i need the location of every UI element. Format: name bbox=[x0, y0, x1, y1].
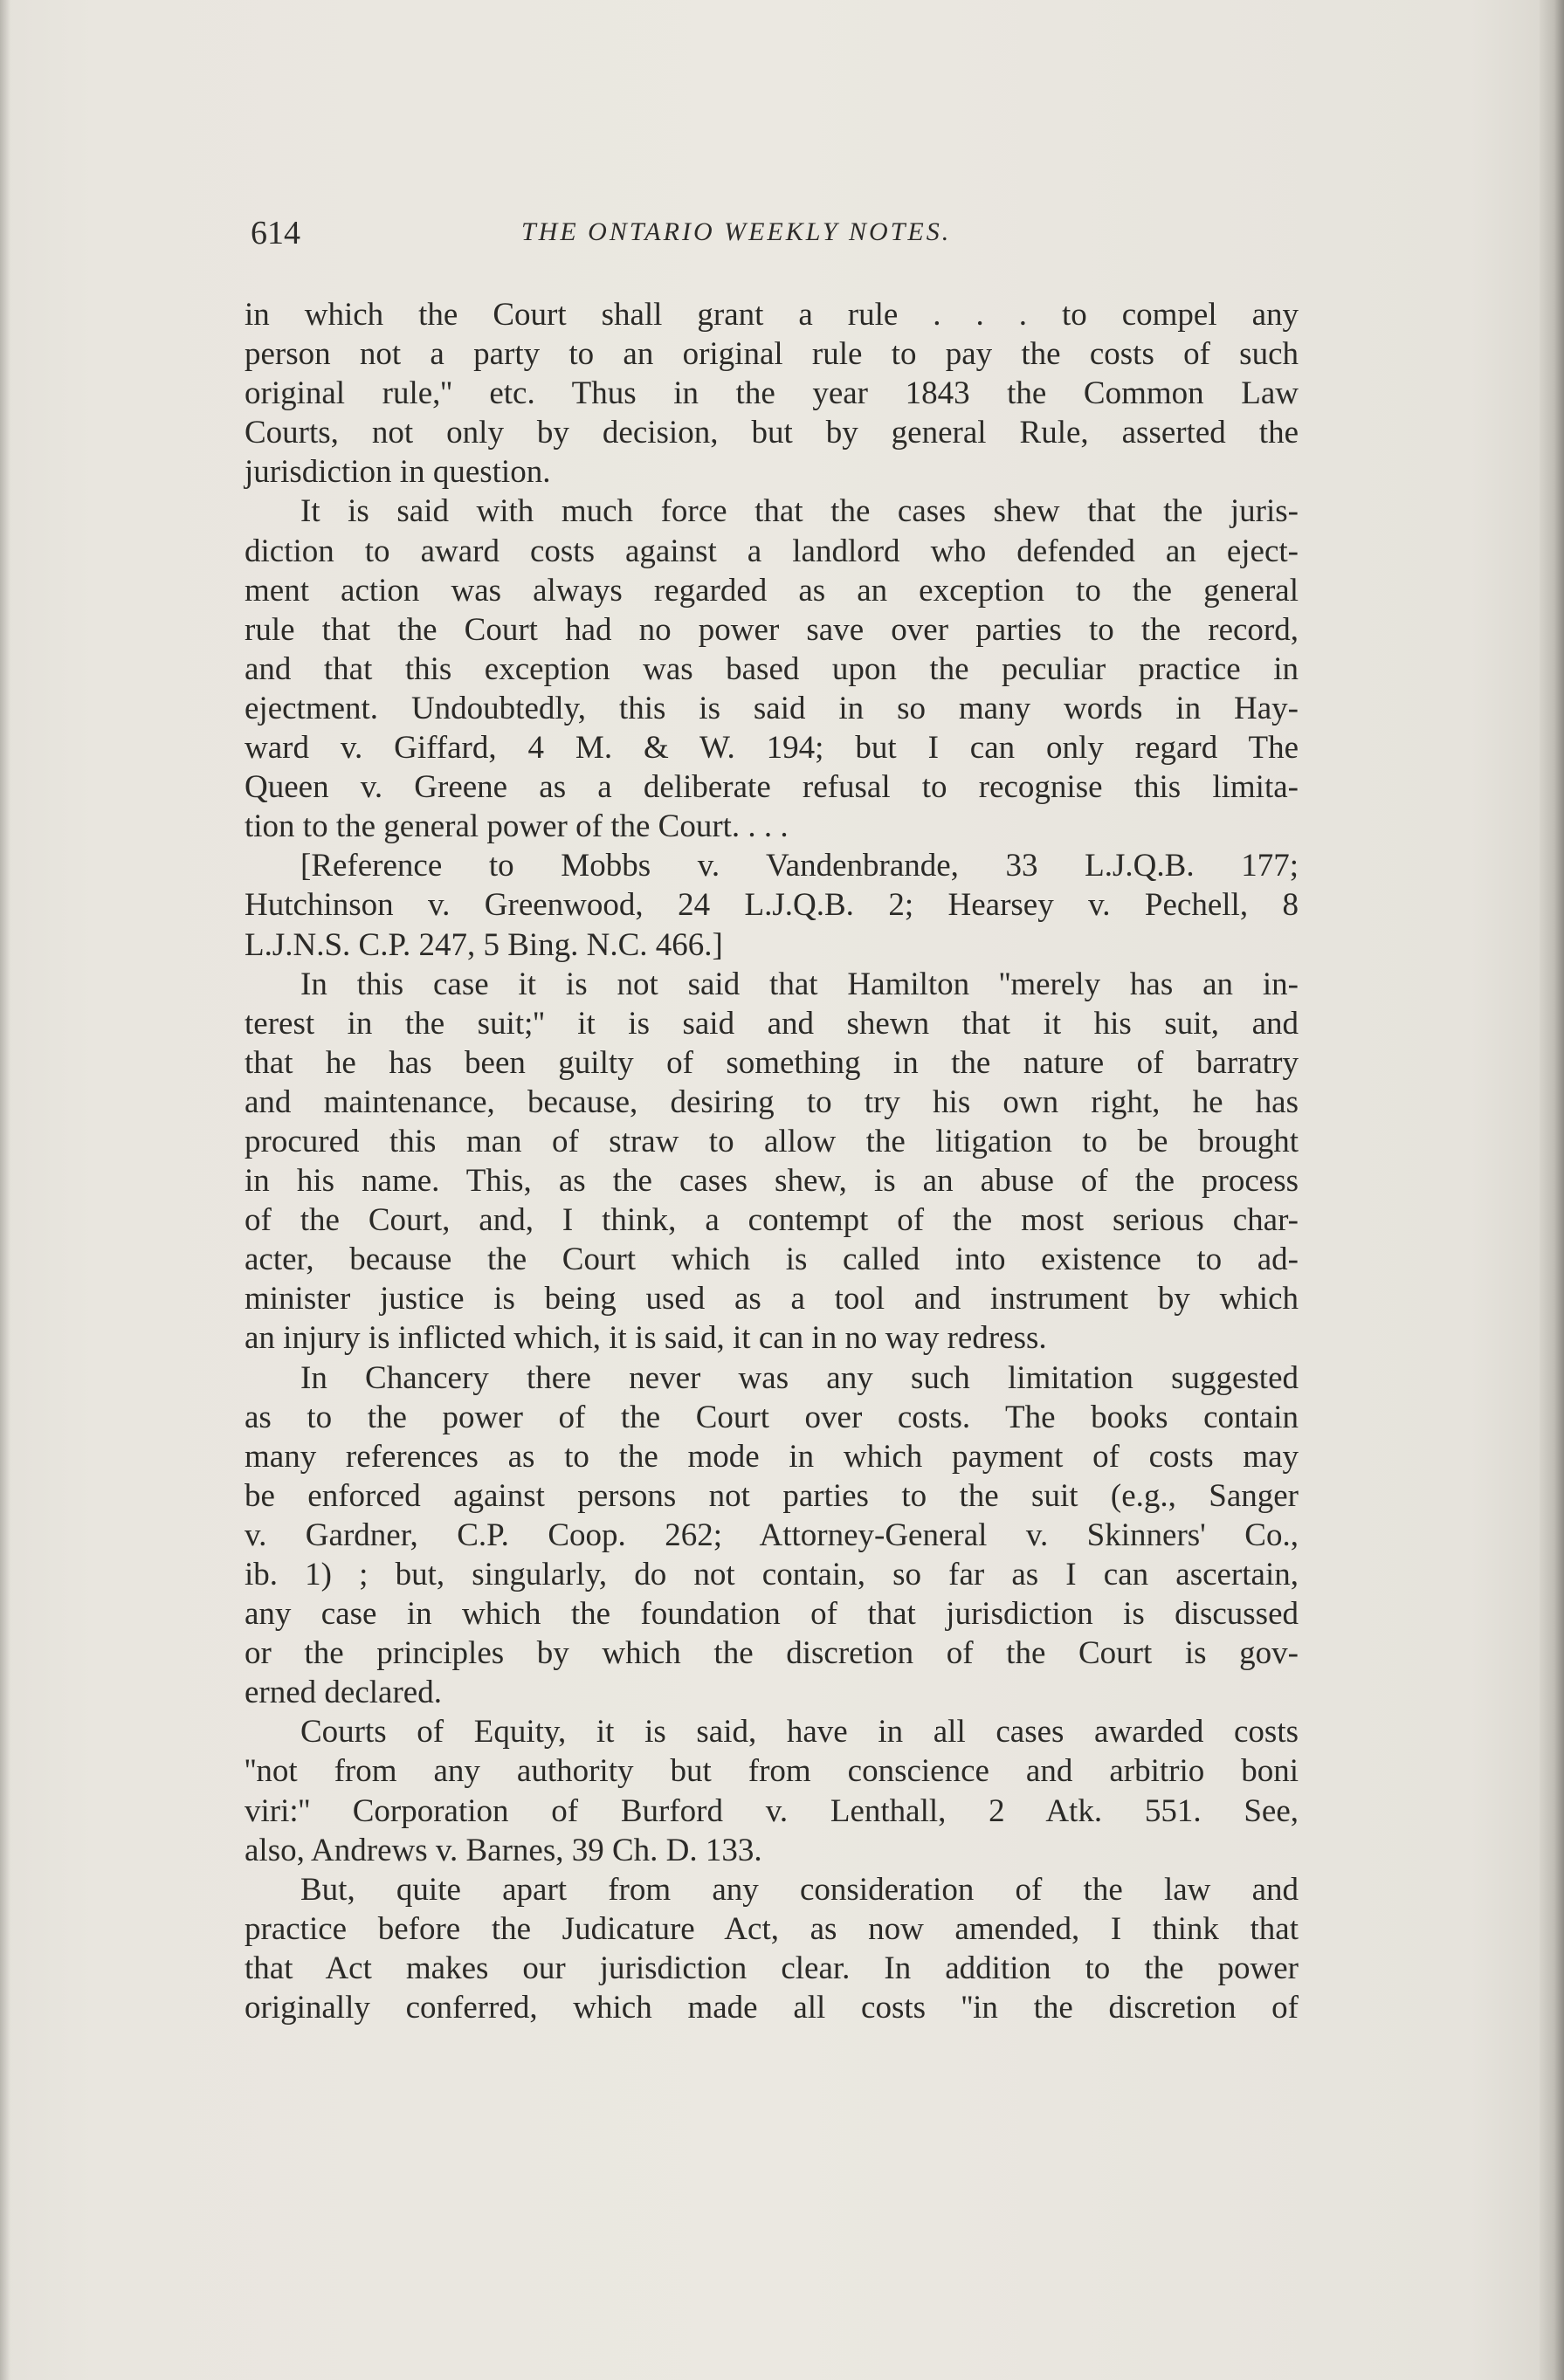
text-line: [Reference to Mobbs v. Vandenbrande, 33 L.J.Q.B. 177; bbox=[300, 848, 1299, 884]
text-line: tion to the general power of the Court. . . . bbox=[245, 808, 789, 845]
text-line: that Act makes our jurisdiction clear. In addition to the power bbox=[245, 1950, 1299, 1986]
text-line: in which the Court shall grant a rule . . . to compel any bbox=[245, 297, 1299, 333]
page-edge-right bbox=[1540, 0, 1564, 2380]
text-line: jurisdiction in question. bbox=[245, 454, 551, 491]
text-line: In Chancery there never was any such limitation suggested bbox=[300, 1359, 1299, 1396]
text-line: acter, because the Court which is called into existence to ad- bbox=[245, 1242, 1299, 1278]
text-line: viri:'' Corporation of Burford v. Lenthall, 2 Atk. 551. See, bbox=[245, 1792, 1299, 1829]
text-line: and maintenance, because, desiring to try his own right, he has bbox=[245, 1083, 1299, 1120]
text-line: ment action was always regarded as an exception to the general bbox=[245, 572, 1299, 609]
text-line: Courts, not only by decision, but by general Rule, asserted the bbox=[245, 415, 1299, 451]
text-line: Queen v. Greene as a deliberate refusal to recognise this limita- bbox=[245, 769, 1299, 806]
page-edge-left bbox=[0, 0, 10, 2380]
text-line: an injury is inflicted which, it is said, it can in no way redress. bbox=[245, 1320, 1047, 1357]
page-header bbox=[251, 214, 1299, 258]
text-line: L.J.N.S. C.P. 247, 5 Bing. N.C. 466.] bbox=[245, 926, 723, 963]
text-line: of the Court, and, I think, a contempt of the most serious char- bbox=[245, 1202, 1299, 1239]
text-line: diction to award costs against a landlord who defended an eject- bbox=[245, 533, 1299, 569]
running-title: THE ONTARIO WEEKLY NOTES. bbox=[521, 217, 952, 246]
text-line: original rule,'' etc. Thus in the year 1843 the Common Law bbox=[245, 375, 1299, 412]
text-line: also, Andrews v. Barnes, 39 Ch. D. 133. bbox=[245, 1832, 762, 1868]
text-line: or the principles by which the discretion of the Court is gov- bbox=[245, 1635, 1299, 1672]
text-line: in his name. This, as the cases shew, is an abuse of the process bbox=[245, 1163, 1299, 1200]
text-line: minister justice is being used as a tool and instrument by which bbox=[245, 1281, 1299, 1317]
text-line: ib. 1) ; but, singularly, do not contain, so far as I can ascertain, bbox=[245, 1557, 1299, 1592]
text-line: any case in which the foundation of that jurisdiction is discussed bbox=[245, 1596, 1299, 1633]
text-line: practice before the Judicature Act, as now amended, I think that bbox=[245, 1910, 1299, 1947]
text-line: that he has been guilty of something in the nature of barratry bbox=[245, 1044, 1299, 1081]
text-line: originally conferred, which made all costs ''in the discretion of bbox=[245, 1990, 1299, 2026]
text-line: rule that the Court had no power save over parties to the record, bbox=[245, 611, 1299, 648]
text-line: It is said with much force that the cases shew that the juris- bbox=[300, 493, 1299, 530]
text-line: person not a party to an original rule to pay the costs of such bbox=[245, 336, 1299, 373]
text-line: ejectment. Undoubtedly, this is said in so many words in Hay- bbox=[245, 690, 1299, 726]
text-line: Courts of Equity, it is said, have in all cases awarded costs bbox=[300, 1714, 1299, 1751]
text-line: and that this exception was based upon the peculiar practice in bbox=[245, 650, 1299, 687]
text-line: many references as to the mode in which payment of costs may bbox=[245, 1438, 1299, 1475]
text-line: v. Gardner, C.P. Coop. 262; Attorney-General v. Skinners' Co., bbox=[245, 1517, 1299, 1553]
text-line: ward v. Giffard, 4 M. & W. 194; but I can only regard The bbox=[245, 730, 1299, 767]
text-line: In this case it is not said that Hamilton ''merely has an in- bbox=[300, 966, 1299, 1002]
body-text bbox=[245, 295, 1299, 2027]
text-line: Hutchinson v. Greenwood, 24 L.J.Q.B. 2; Hearsey v. Pechell, 8 bbox=[245, 887, 1299, 924]
text-line: as to the power of the Court over costs. The books contain bbox=[245, 1399, 1299, 1435]
text-line: But, quite apart from any consideration of the law and bbox=[300, 1871, 1299, 1908]
text-line: be enforced against persons not parties to the suit (e.g., Sanger bbox=[245, 1477, 1299, 1514]
text-line: ''not from any authority but from conscience and arbitrio boni bbox=[245, 1753, 1299, 1790]
text-line: procured this man of straw to allow the litigation to be brought bbox=[245, 1123, 1299, 1159]
page-number: 614 bbox=[251, 215, 300, 251]
text-line: terest in the suit;'' it is said and shewn that it his suit, and bbox=[245, 1005, 1299, 1042]
text-line: erned declared. bbox=[245, 1675, 442, 1711]
